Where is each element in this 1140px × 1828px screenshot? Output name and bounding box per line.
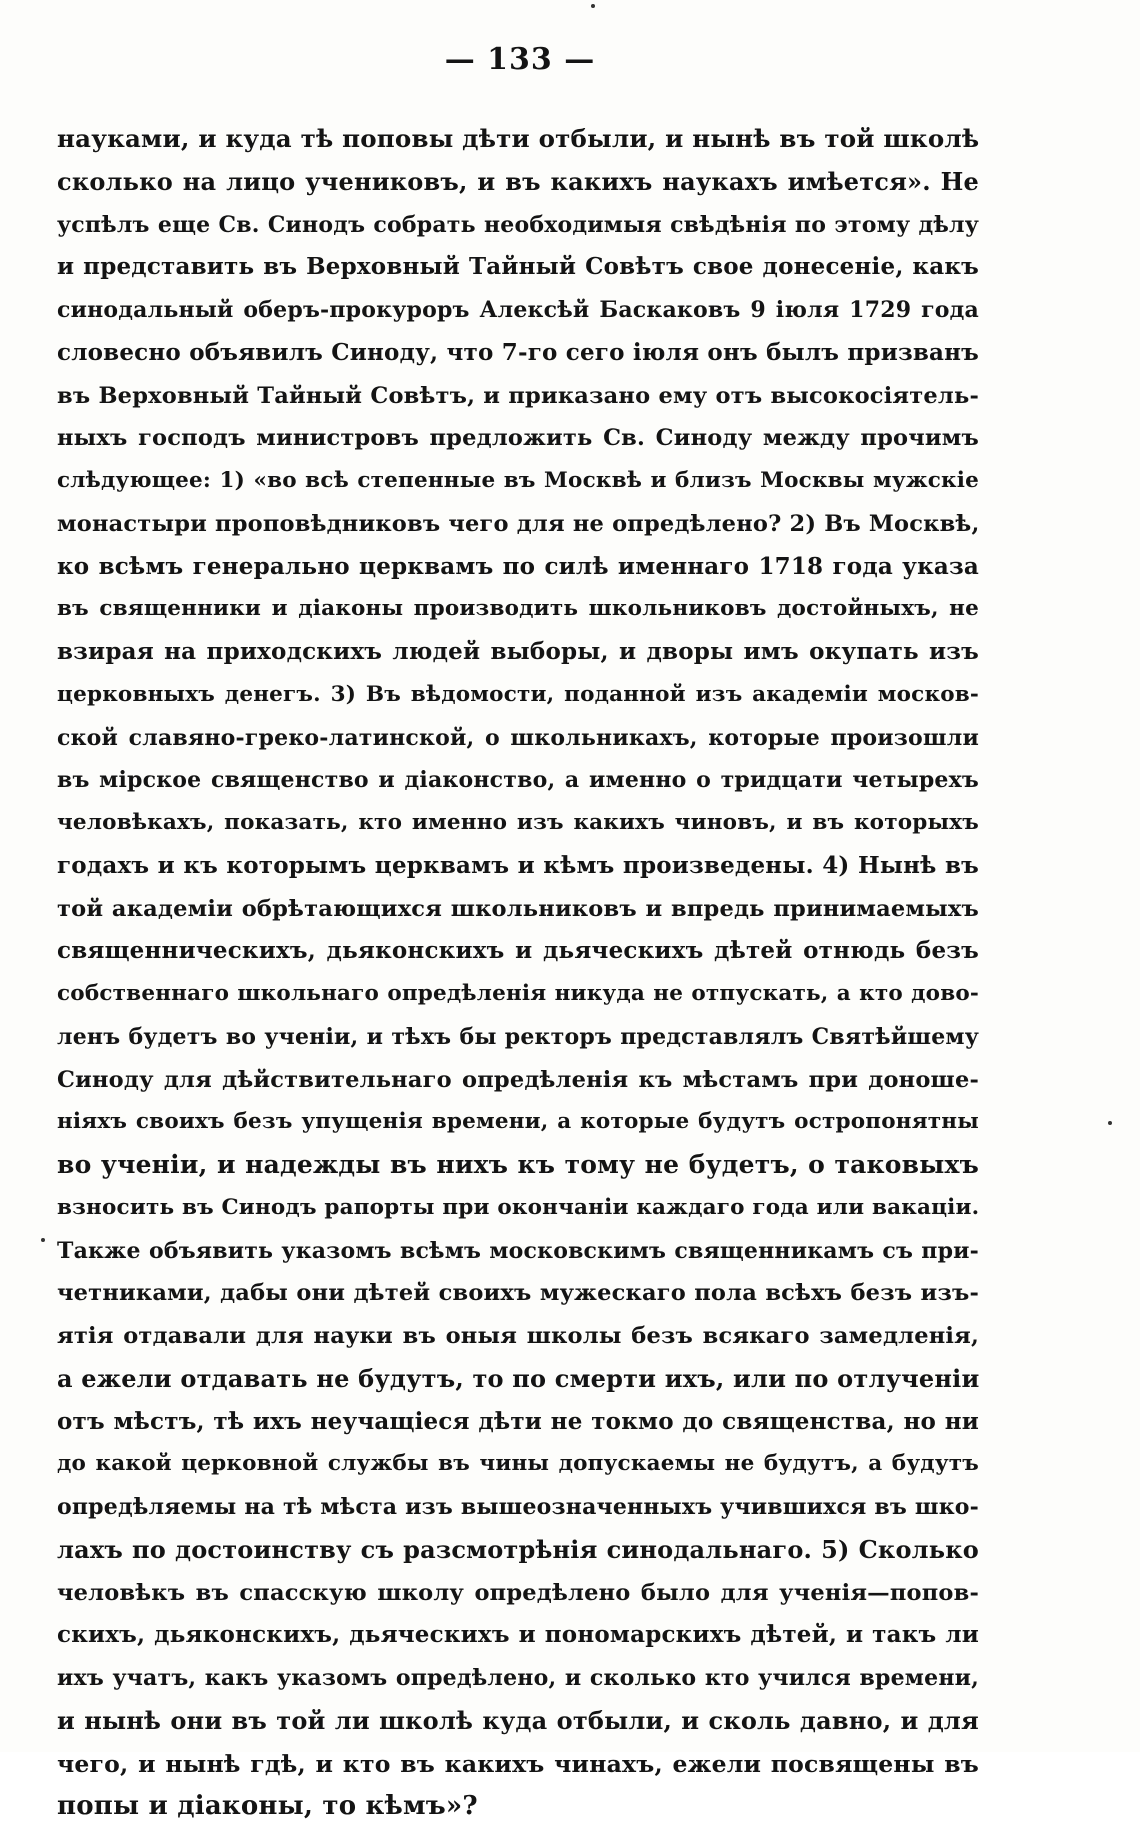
text-line: отъ мѣстъ, тѣ ихъ неучащіеся дѣти не токмо до священства, но ни <box>57 1407 979 1435</box>
text-line: успѣлъ еще Св. Синодъ собрать необходимыя свѣдѣнія по этому дѣлу <box>57 211 979 238</box>
text-line: годахъ и къ которымъ церквамъ и кѣмъ произведены. 4) Нынѣ въ <box>57 851 979 879</box>
text-line: ко всѣмъ генерально церквамъ по силѣ именнаго 1718 года указа <box>57 552 979 580</box>
text-line: Синоду для дѣйствительнаго опредѣленія къ мѣстамъ при доноше- <box>57 1066 979 1093</box>
text-line: во ученіи, и надежды въ нихъ къ тому не будетъ, о таковыхъ <box>57 1150 979 1179</box>
text-line: ніяхъ своихъ безъ упущенія времени, а которые будутъ остропонятны <box>57 1109 979 1135</box>
text-line: скихъ, дьяконскихъ, дьяческихъ и пономарскихъ дѣтей, и такъ ли <box>57 1621 979 1649</box>
text-line: ятія отдавали для науки въ оныя школы безъ всякаго замедленія, <box>57 1323 979 1349</box>
text-line: взносить въ Синодъ рапорты при окончаніи каждаго года или вакаціи. <box>57 1194 980 1220</box>
text-line: сколько на лицо учениковъ, и въ какихъ наукахъ имѣется». Не <box>57 166 979 196</box>
text-line: въ мірское священство и діаконство, а именно о тридцати четырехъ <box>57 767 979 794</box>
text-line: церковныхъ денегъ. 3) Въ вѣдомости, поданной изъ академіи москов- <box>57 681 979 707</box>
text-line: лахъ по достоинству съ разсмотрѣнія синодальнаго. 5) Сколько <box>57 1534 979 1564</box>
text-line: человѣкъ въ спасскую школу опредѣлено было для ученія—попов- <box>57 1579 979 1606</box>
text-line: а ежели отдавать не будутъ, то по смерти ихъ, или по отлученіи <box>57 1363 980 1393</box>
text-line: Также объявить указомъ всѣмъ московскимъ священникамъ съ при- <box>57 1237 979 1264</box>
text-line: и нынѣ они въ той ли школѣ куда отбыли, и сколь давно, и для <box>57 1705 979 1735</box>
text-line: слѣдующее: 1) «во всѣ степенные въ Москвѣ и близъ Москвы мужскіе <box>57 468 979 493</box>
text-line: до какой церковной службы въ чины допускаемы не будутъ, а будутъ <box>57 1451 979 1477</box>
text-line: священническихъ, дьяконскихъ и дьяческихъ дѣтей отнюдь безъ <box>57 937 979 965</box>
text-line: чего, и нынѣ гдѣ, и кто въ какихъ чинахъ, ежели посвящены въ <box>57 1749 979 1778</box>
text-line: попы и діаконы, то кѣмъ»? <box>57 1791 478 1822</box>
text-line: въ священники и діаконы производить школьниковъ достойныхъ, не <box>57 596 979 622</box>
text-line: ской славяно-греко-латинской, о школьникахъ, которые произошли <box>57 724 979 751</box>
text-line: монастыри проповѣдниковъ чего для не опредѣлено? 2) Въ Москвѣ, <box>57 510 980 537</box>
text-line: ленъ будетъ во ученіи, и тѣхъ бы ректоръ представлялъ Святѣйшему <box>57 1023 979 1050</box>
text-line: словесно объявилъ Синоду, что 7-го сего іюля онъ былъ призванъ <box>57 338 979 366</box>
body-text <box>57 118 979 1828</box>
page-number: — 133 — <box>444 42 596 77</box>
text-line: взирая на приходскихъ людей выборы, и дворы имъ окупать изъ <box>57 638 979 665</box>
text-line: собственнаго школьнаго опредѣленія никуда не отпускать, а кто дово- <box>57 981 979 1006</box>
scan-speck <box>591 4 595 8</box>
scan-speck <box>41 1238 45 1242</box>
text-line: науками, и куда тѣ поповы дѣти отбыли, и нынѣ въ той школѣ <box>57 124 980 153</box>
text-line: ныхъ господъ министровъ предложить Св. Синоду между прочимъ <box>57 425 979 452</box>
text-line: той академіи обрѣтающихся школьниковъ и впредь принимаемыхъ <box>57 895 979 922</box>
text-line: четниками, дабы они дѣтей своихъ мужескаго пола всѣхъ безъ изъ- <box>57 1280 979 1307</box>
text-line: и представить въ Верховный Тайный Совѣтъ свое донесеніе, какъ <box>57 253 979 281</box>
text-line: человѣкахъ, показать, кто именно изъ какихъ чиновъ, и въ которыхъ <box>57 810 979 835</box>
text-line: опредѣляемы на тѣ мѣста изъ вышеозначенныхъ учившихся въ шко- <box>57 1494 979 1520</box>
text-line: синодальный оберъ-прокуроръ Алексѣй Баскаковъ 9 іюля 1729 года <box>57 297 979 323</box>
text-line: ихъ учатъ, какъ указомъ опредѣлено, и сколько кто учился времени, <box>57 1665 979 1691</box>
text-line: въ Верховный Тайный Совѣтъ, и приказано ему отъ высокосіятель- <box>57 382 979 409</box>
scan-speck <box>1108 1121 1112 1125</box>
